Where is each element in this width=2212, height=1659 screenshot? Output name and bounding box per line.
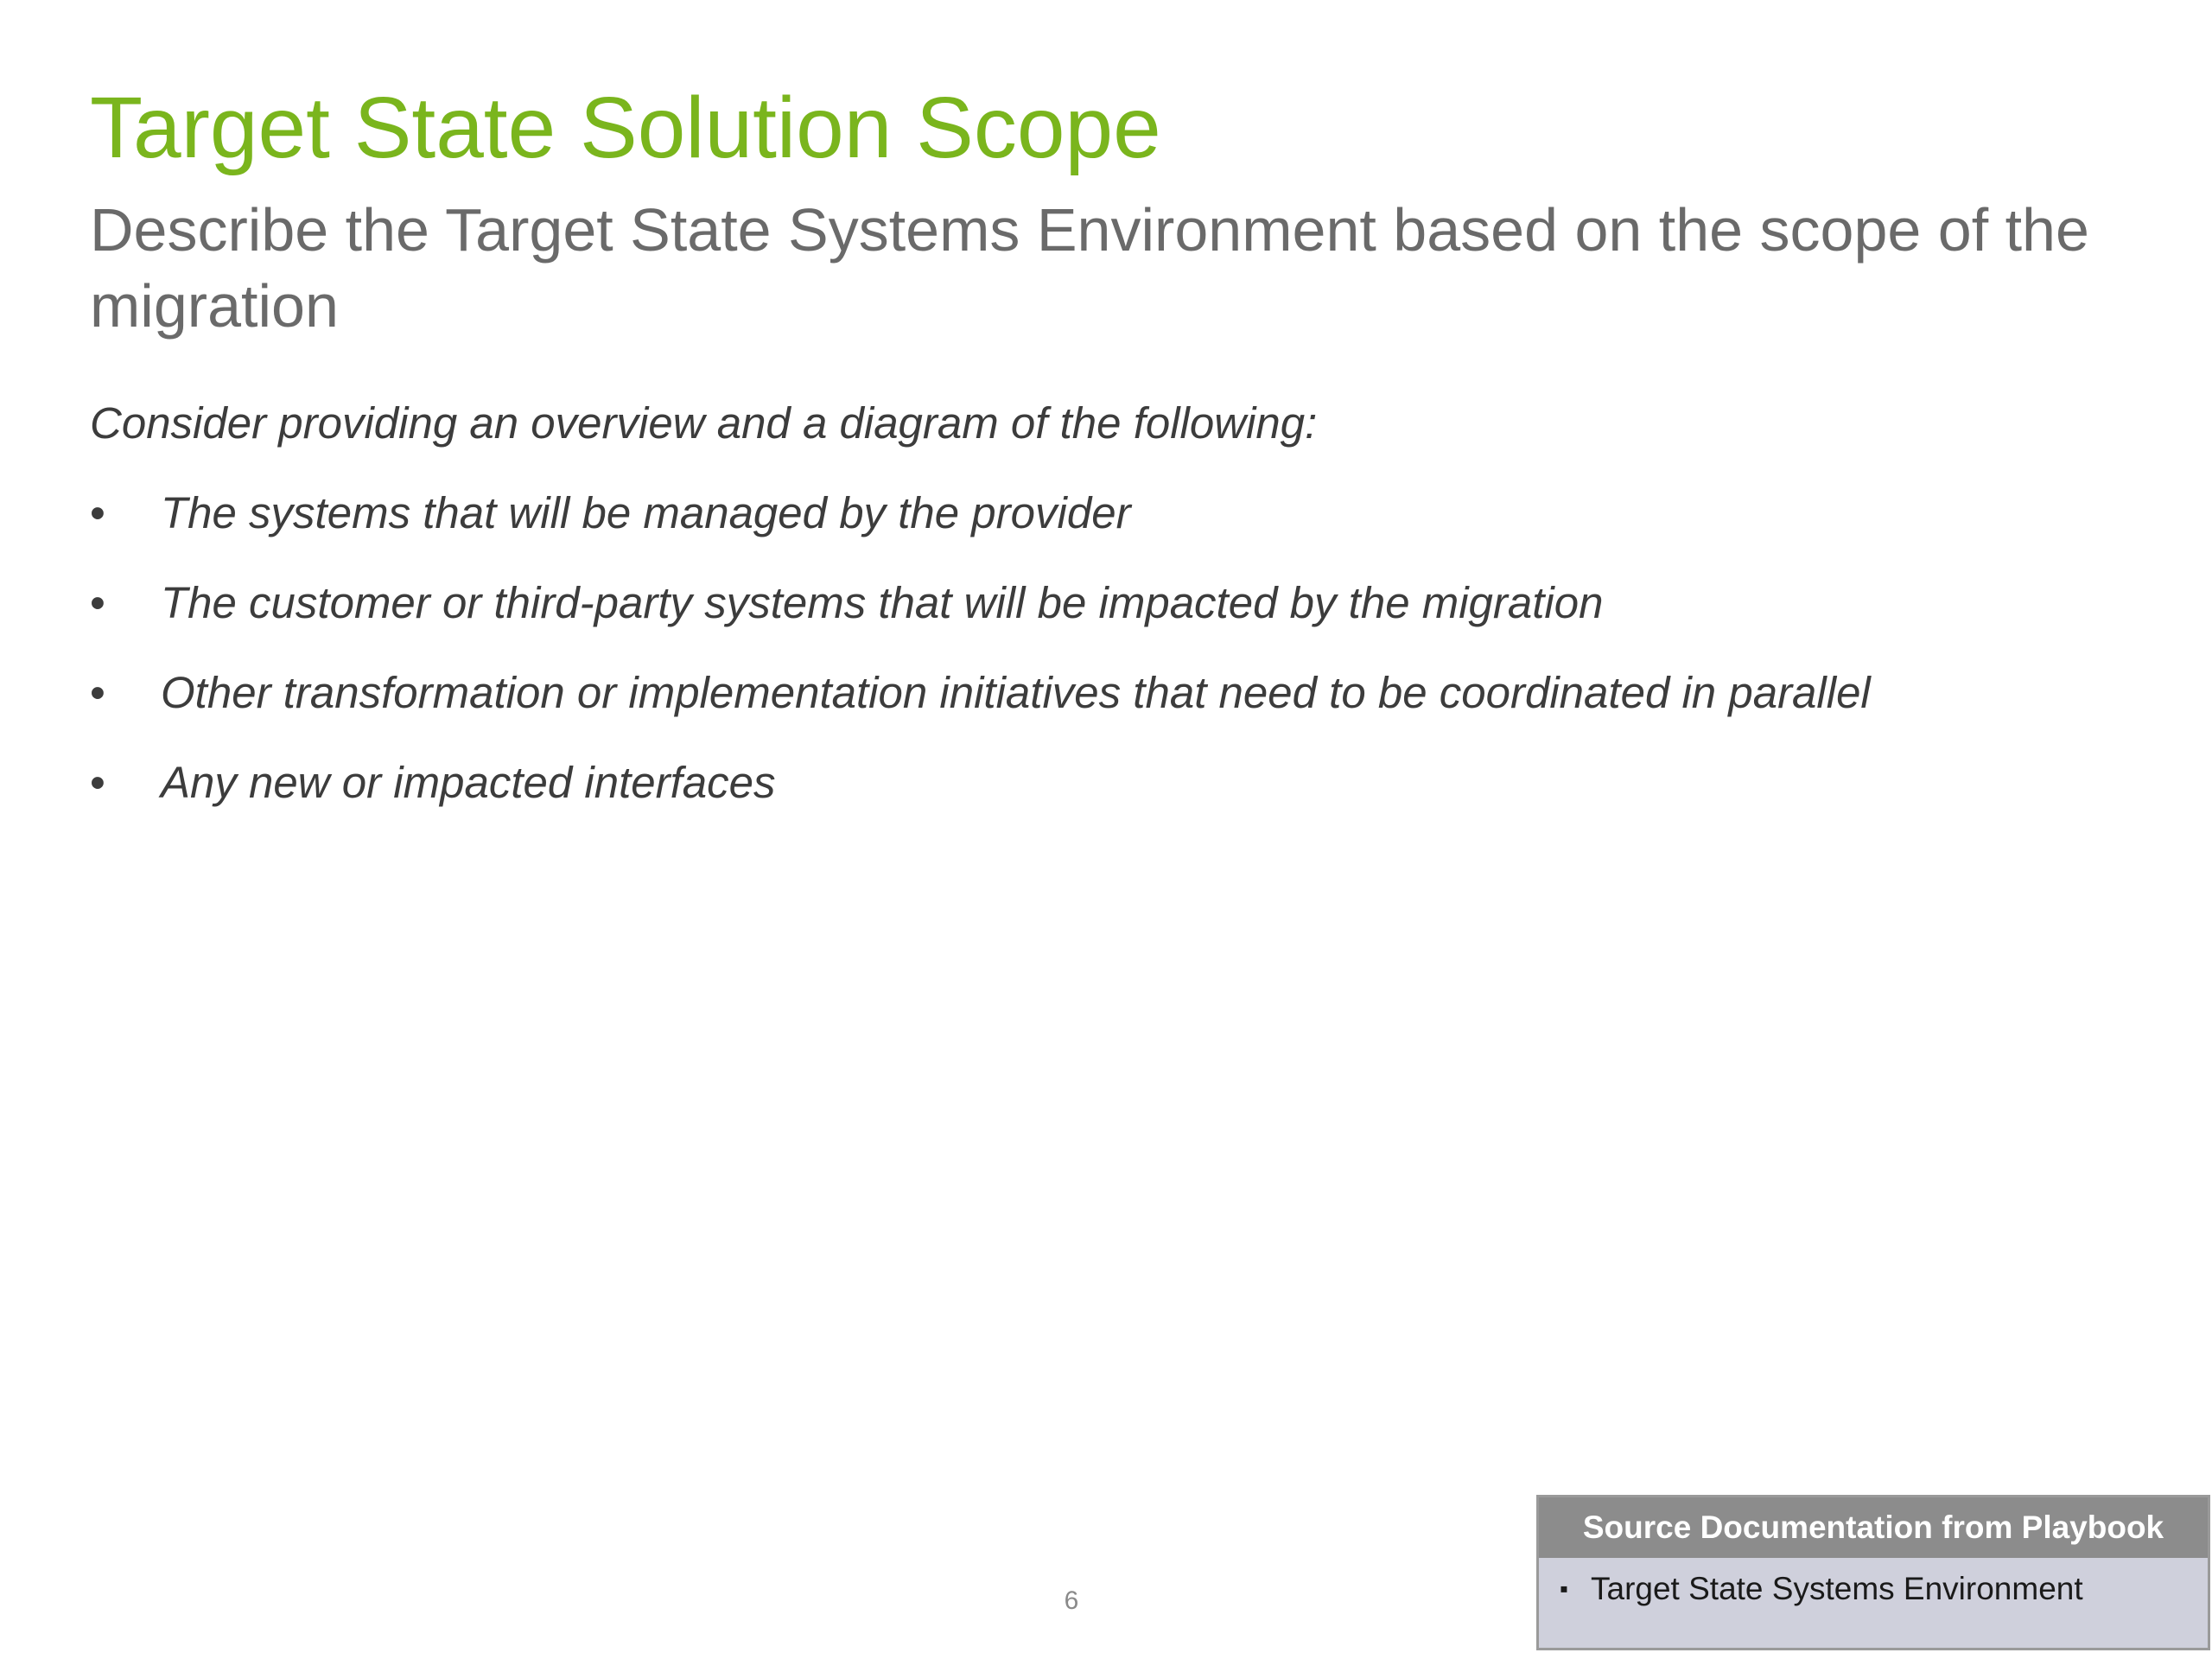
square-bullet-icon: ▪ [1560, 1575, 1568, 1602]
bullet-text: Any new or impacted interfaces [161, 758, 776, 807]
bullet-list [90, 486, 2077, 845]
source-list-item [1539, 1565, 2208, 1613]
bullet-icon: • [90, 578, 105, 627]
source-box-header: Source Documentation from Playbook [1539, 1497, 2208, 1558]
page-subtitle: Describe the Target State Systems Environment based on the scope of the migration [90, 196, 2089, 340]
source-item-text: Target State Systems Environment [1591, 1571, 2083, 1606]
bullet-icon: • [90, 758, 105, 807]
page-number: 6 [1064, 1586, 1079, 1615]
bullet-item [90, 575, 2077, 665]
intro-text: Consider providing an overview and a diagram of the following: [90, 398, 1318, 448]
bullet-text: The customer or third-party systems that will be impacted by the migration [161, 578, 1604, 627]
bullet-icon: • [90, 488, 105, 537]
bullet-text: Other transformation or implementation initiatives that need to be coordinated in parallel [161, 668, 1871, 717]
bullet-text: The systems that will be managed by the provider [161, 488, 1131, 537]
bullet-item [90, 755, 2077, 845]
bullet-icon: • [90, 668, 105, 717]
bullet-item [90, 486, 2077, 575]
page-title: Target State Solution Scope [90, 79, 1161, 176]
bullet-item [90, 665, 2077, 755]
source-documentation-box [1536, 1495, 2210, 1650]
